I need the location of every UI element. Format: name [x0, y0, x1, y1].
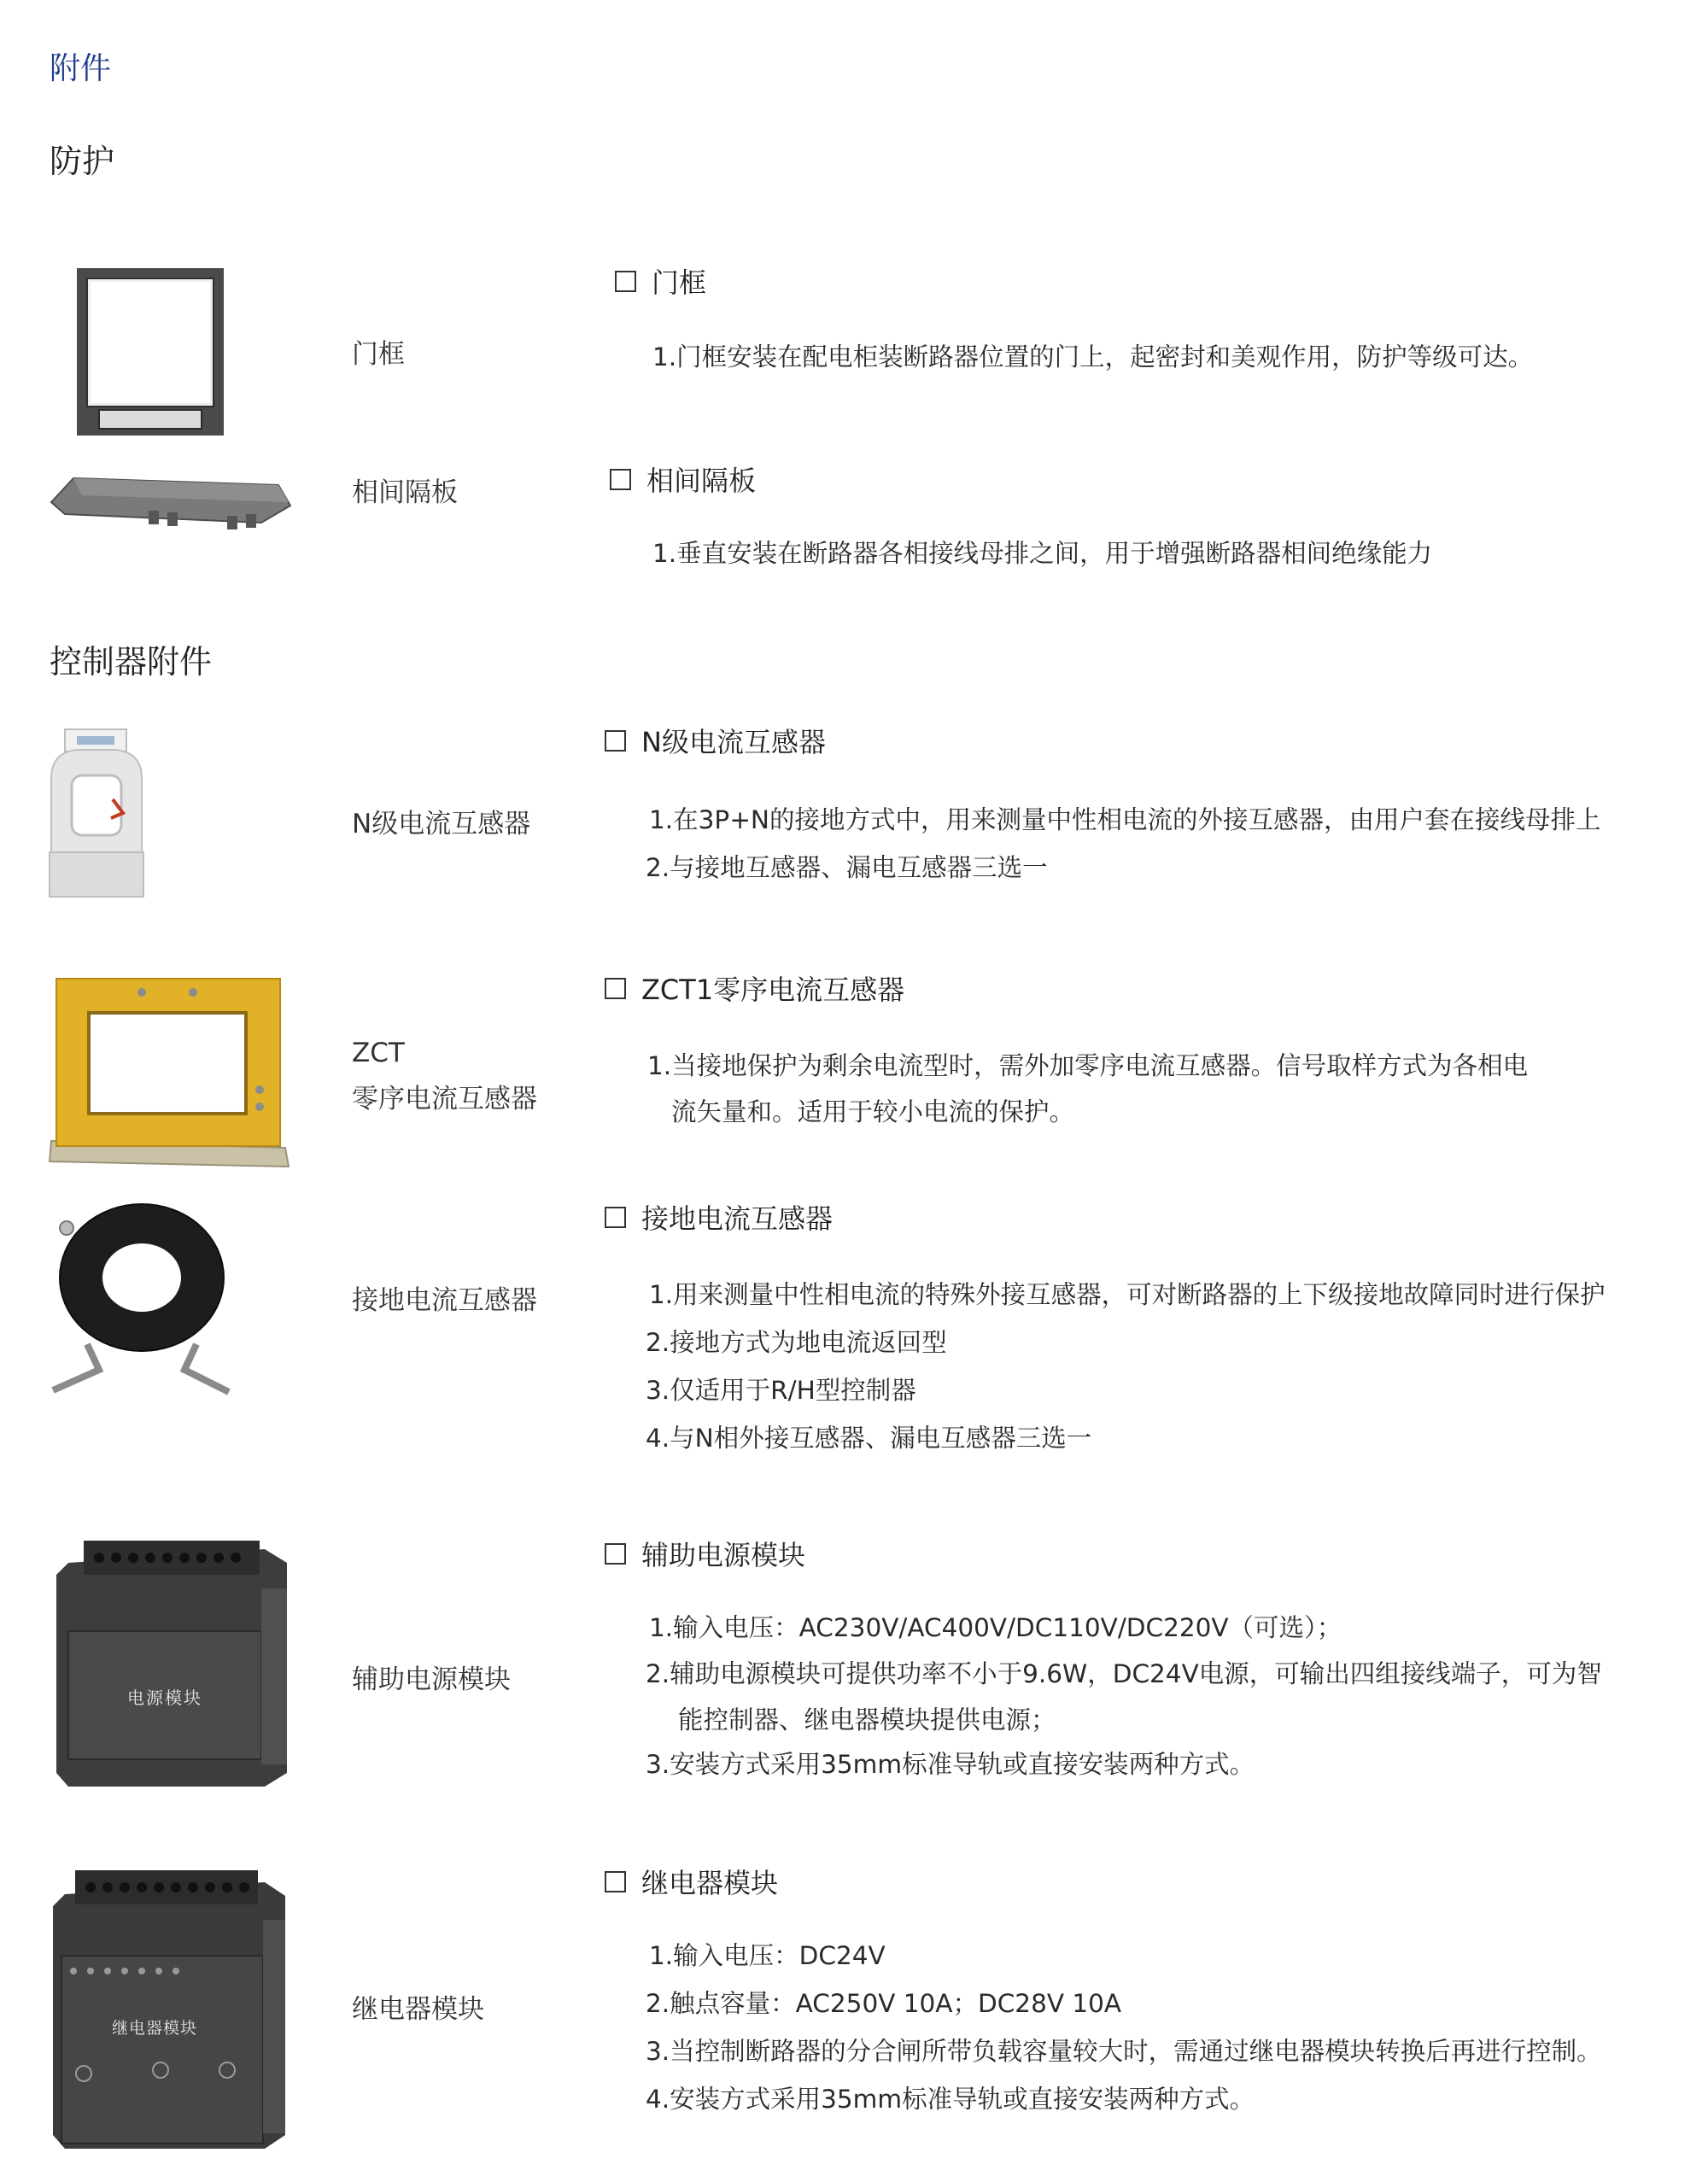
phase-barrier-image — [48, 461, 292, 540]
desc-line: 3.当控制断路器的分合闸所带负载容量较大时，需通过继电器模块转换后再进行控制。 — [646, 2037, 1602, 2066]
item-title-ground-current-transformer-text: 接地电流互感器 — [641, 1202, 834, 1235]
desc-line: 3.仅适用于R/H型控制器 — [646, 1376, 916, 1405]
item-title-zct-transformer — [605, 968, 904, 1008]
desc-line: 3.安装方式采用35mm标准导轨或直接安装两种方式。 — [646, 1750, 1255, 1779]
item-title-aux-power-module-text: 辅助电源模块 — [641, 1539, 806, 1571]
desc-line: 1.垂直安装在断路器各相接线母排之间，用于增强断路器相间绝缘能力 — [652, 539, 1433, 568]
item-title-aux-power-module — [605, 1534, 805, 1573]
desc-line: 4.安装方式采用35mm标准导轨或直接安装两种方式。 — [646, 2085, 1255, 2114]
item-title-door-frame-text: 门框 — [652, 266, 707, 299]
door-frame-image — [75, 266, 227, 437]
item-title-zct-transformer-text: ZCT1零序电流互感器 — [641, 974, 905, 1006]
item-name-n-current-transformer: N级电流互感器 — [352, 809, 531, 839]
checkbox-phase-barrier[interactable] — [610, 469, 631, 490]
item-title-relay-module-text: 继电器模块 — [641, 1867, 779, 1899]
section-title-controller-accessories: 控制器附件 — [50, 643, 213, 681]
checkbox-door-frame[interactable] — [615, 271, 636, 292]
checkbox-n-current-transformer[interactable] — [605, 730, 626, 752]
item-title-relay-module — [605, 1862, 778, 1901]
item-title-phase-barrier — [610, 459, 756, 499]
desc-line: 能控制器、继电器模块提供电源； — [678, 1705, 1056, 1734]
desc-line: 1.用来测量中性相电流的特殊外接互感器，可对断路器的上下级接地故障同时进行保护 — [649, 1280, 1606, 1309]
relay-module-device-label: 继电器模块 — [111, 2019, 197, 2038]
item-title-n-current-transformer — [605, 721, 826, 760]
desc-line: 1.输入电压：DC24V — [649, 1941, 886, 1970]
desc-line: 4.与N相外接互感器、漏电互感器三选一 — [646, 1424, 1092, 1453]
n-current-transformer-image — [46, 728, 147, 900]
relay-module-image — [50, 1865, 289, 2152]
desc-line: 1.在3P+N的接地方式中，用来测量中性相电流的外接互感器，由用户套在接线母排上 — [649, 805, 1601, 834]
item-title-n-current-transformer-text: N级电流互感器 — [641, 726, 826, 758]
checkbox-aux-power-module[interactable] — [605, 1543, 626, 1565]
desc-line: 1.当接地保护为剩余电流型时，需外加零序电流互感器。信号取样方式为各相电 — [647, 1051, 1529, 1080]
item-name-relay-module: 继电器模块 — [352, 1994, 484, 2025]
section-title-protection: 防护 — [50, 143, 115, 180]
item-name-zct-line1: ZCT — [352, 1038, 405, 1068]
item-name-aux-power-module: 辅助电源模块 — [352, 1664, 511, 1695]
item-name-phase-barrier: 相间隔板 — [352, 477, 458, 508]
ground-current-transformer-image — [46, 1202, 236, 1397]
desc-line: 2.触点容量：AC250V 10A；DC28V 10A — [646, 1989, 1122, 2018]
desc-line: 2.与接地互感器、漏电互感器三选一 — [646, 853, 1048, 882]
desc-line: 2.辅助电源模块可提供功率不小于9.6W，DC24V电源，可输出四组接线端子，可为智 — [646, 1659, 1602, 1688]
page-title: 附件 — [50, 51, 112, 86]
desc-line: 2.接地方式为地电流返回型 — [646, 1328, 947, 1357]
item-name-door-frame: 门框 — [352, 339, 405, 370]
checkbox-relay-module[interactable] — [605, 1871, 626, 1892]
item-name-zct-line2: 零序电流互感器 — [352, 1084, 537, 1114]
item-title-ground-current-transformer — [605, 1197, 833, 1237]
item-name-ground-current-transformer: 接地电流互感器 — [352, 1285, 537, 1316]
aux-power-module-device-label: 电源模块 — [127, 1688, 202, 1708]
aux-power-module-image — [51, 1537, 290, 1790]
zct-transformer-image — [46, 974, 294, 1175]
checkbox-zct-transformer[interactable] — [605, 978, 626, 999]
item-title-door-frame — [615, 261, 706, 301]
item-title-phase-barrier-text: 相间隔板 — [646, 465, 757, 497]
desc-line: 1.输入电压：AC230V/AC400V/DC110V/DC220V（可选）； — [649, 1613, 1342, 1642]
desc-line: 1.门框安装在配电柜装断路器位置的门上，起密封和美观作用，防护等级可达。 — [652, 342, 1534, 371]
desc-line: 流矢量和。适用于较小电流的保护。 — [671, 1097, 1075, 1126]
checkbox-ground-current-transformer[interactable] — [605, 1207, 626, 1228]
